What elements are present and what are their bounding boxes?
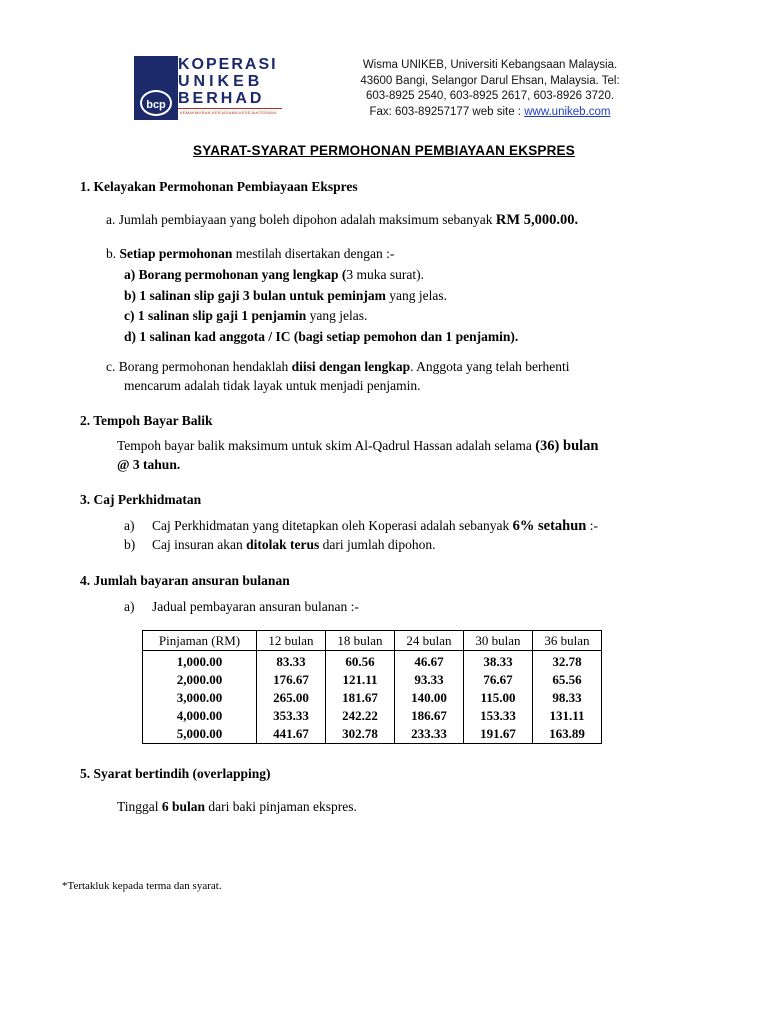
s3-a-rest: :-: [586, 518, 598, 533]
table-cell: 32.78: [533, 651, 602, 672]
table-row: [143, 651, 602, 672]
table-cell: 76.67: [464, 671, 533, 689]
table-row: [143, 671, 602, 689]
s3-a-label: a): [124, 518, 135, 533]
s3-b-label: b): [124, 537, 136, 552]
s3-b-bold: ditolak terus: [246, 537, 320, 552]
section-4-heading: 4. Jumlah bayaran ansuran bulanan: [80, 573, 290, 588]
company-logo: [134, 56, 282, 120]
s2-p-line-2: @ 3 tahun.: [117, 457, 181, 472]
table-cell: 46.67: [395, 651, 464, 672]
footnote: *Tertakluk kepada terma dan syarat.: [62, 880, 222, 892]
s1-b-sub-b: [124, 286, 447, 305]
s1-bb-bold: b) 1 salinan slip gaji 3 bulan untuk peminjam: [124, 288, 386, 303]
s1-ba-bold: a) Borang permohonan yang lengkap (: [124, 267, 347, 282]
s5-paragraph: [117, 797, 357, 816]
section-5-heading: 5. Syarat bertindih (overlapping): [80, 766, 271, 781]
address-line-2: 43600 Bangi, Selangor Darul Ehsan, Malaysia. Tel:: [360, 74, 620, 87]
table-row: [143, 707, 602, 725]
table-cell: 1,000.00: [143, 651, 257, 672]
table-cell: 115.00: [464, 689, 533, 707]
table-cell: 353.33: [257, 707, 326, 725]
s3-a-text: Caj Perkhidmatan yang ditetapkan oleh Koperasi adalah sebanyak: [152, 518, 513, 533]
s1-c-rest: . Anggota yang telah berhenti: [410, 359, 570, 374]
s1-bc-rest: yang jelas.: [306, 308, 368, 323]
table-row: [143, 689, 602, 707]
s1-a-amount: RM 5,000.00.: [495, 212, 579, 228]
table-cell: 181.67: [326, 689, 395, 707]
table-cell: 163.89: [533, 725, 602, 744]
table-header: 30 bulan: [464, 631, 533, 651]
table-header-row: [143, 631, 602, 651]
address-fax-line: [340, 105, 640, 121]
s1-bd-bold: d) 1 salinan kad anggota / IC (bagi setiap pemohon dan 1 penjamin).: [124, 329, 519, 344]
s1-b-label: b.: [106, 246, 120, 261]
s5-p-pre: Tinggal: [117, 799, 162, 814]
logo-line-1: KOPERASI: [178, 56, 278, 73]
s3-a-bold: 6% setahun: [512, 518, 587, 534]
address-line-3: 603-8925 2540, 603-8925 2617, 603-8926 3720.: [365, 90, 615, 102]
table-cell: 121.11: [326, 671, 395, 689]
table-cell: 441.67: [257, 725, 326, 744]
s1-c-pre: c. Borang permohonan hendaklah: [106, 359, 292, 374]
address-line-1: Wisma UNIKEB, Universiti Kebangsaan Malaysia.: [362, 59, 618, 71]
s1-b-sub-a: [124, 265, 424, 284]
logo-tagline: KEMAKMURAN KERJASAMA KESEJAHTERAAN: [180, 110, 277, 115]
s1-c-line-2: mencarum adalah tidak layak untuk menjadi penjamin.: [124, 378, 421, 393]
s2-p-text: Tempoh bayar balik maksimum untuk skim Al-Qadrul Hassan adalah selama: [117, 438, 536, 453]
table-row: [143, 725, 602, 744]
s5-p-bold: 6 bulan: [161, 799, 206, 814]
table-header: 12 bulan: [257, 631, 326, 651]
table-cell: 153.33: [464, 707, 533, 725]
table-cell: 176.67: [257, 671, 326, 689]
s5-p-rest: dari baki pinjaman ekspres.: [205, 799, 357, 814]
table-cell: 186.67: [395, 707, 464, 725]
s1-c-bold: diisi dengan lengkap: [291, 359, 411, 374]
fax-text: Fax: 603-89257177 web site :: [369, 105, 525, 118]
table-cell: 140.00: [395, 689, 464, 707]
s2-p-bold: (36) bulan: [535, 438, 599, 454]
section-2-heading: 2. Tempoh Bayar Balik: [80, 413, 213, 428]
table-header: 36 bulan: [533, 631, 602, 651]
table-cell: 5,000.00: [143, 725, 257, 744]
s4-a-text: Jadual pembayaran ansuran bulanan :-: [152, 599, 359, 614]
section-1-heading: 1. Kelayakan Permohonan Pembiayaan Ekspres: [80, 179, 358, 194]
table-cell: 2,000.00: [143, 671, 257, 689]
table-cell: 98.33: [533, 689, 602, 707]
section-3-heading: 3. Caj Perkhidmatan: [80, 492, 202, 507]
s2-paragraph: [117, 436, 598, 456]
s1-b-rest: mestilah disertakan dengan :-: [232, 246, 395, 261]
table-cell: 4,000.00: [143, 707, 257, 725]
table-header: Pinjaman (RM): [143, 631, 257, 651]
logo-emblem-block: [134, 56, 178, 120]
s1-bc-bold: c) 1 salinan slip gaji 1 penjamin: [124, 308, 307, 323]
address-block: [340, 58, 640, 120]
s1-item-a: [106, 210, 578, 230]
table-cell: 3,000.00: [143, 689, 257, 707]
table-header: 24 bulan: [395, 631, 464, 651]
s1-bb-rest: yang jelas.: [385, 288, 447, 303]
logo-line-2: UNIKEB: [178, 73, 264, 90]
s1-b-bold: Setiap permohonan: [119, 246, 233, 261]
logo-emblem: bcp: [140, 90, 172, 116]
s1-ba-rest: 3 muka surat).: [346, 267, 425, 282]
table-cell: 191.67: [464, 725, 533, 744]
s4-a-label: a): [124, 599, 135, 614]
s1-item-b: [106, 244, 394, 263]
s3-item-b: [152, 535, 435, 554]
logo-line-3: BERHAD: [178, 90, 265, 107]
table-cell: 265.00: [257, 689, 326, 707]
table-cell: 242.22: [326, 707, 395, 725]
s3-item-a: [152, 516, 598, 536]
s3-b-text: Caj insuran akan: [152, 537, 247, 552]
s1-item-c: [106, 357, 569, 376]
table-cell: 131.11: [533, 707, 602, 725]
s3-b-rest: dari jumlah dipohon.: [319, 537, 436, 552]
s1-b-sub-c: [124, 306, 367, 325]
table-cell: 302.78: [326, 725, 395, 744]
document-title: SYARAT-SYARAT PERMOHONAN PEMBIAYAAN EKSPRES: [193, 143, 575, 158]
installment-table: [142, 630, 602, 744]
table-cell: 93.33: [395, 671, 464, 689]
s1-a-text: a. Jumlah pembiayaan yang boleh dipohon adalah maksimum sebanyak: [106, 212, 496, 227]
table-cell: 60.56: [326, 651, 395, 672]
s1-b-sub-d: [124, 327, 518, 346]
table-header: 18 bulan: [326, 631, 395, 651]
table-cell: 233.33: [395, 725, 464, 744]
table-cell: 38.33: [464, 651, 533, 672]
logo-stripe: [178, 108, 282, 109]
table-cell: 65.56: [533, 671, 602, 689]
table-cell: 83.33: [257, 651, 326, 672]
website-link[interactable]: www.unikeb.com: [524, 105, 611, 118]
